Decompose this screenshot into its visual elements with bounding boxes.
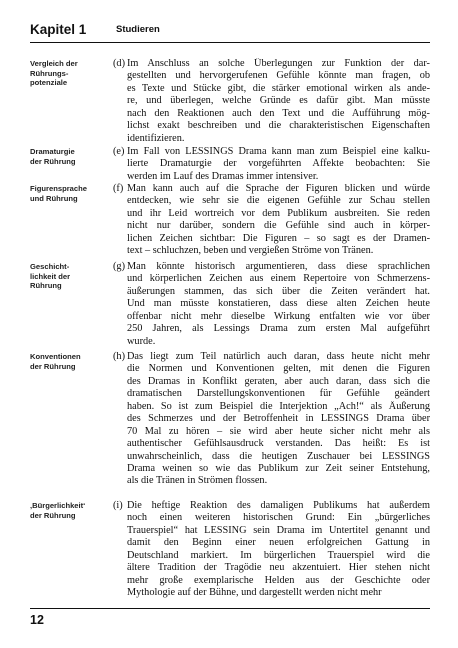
text-line: äußerungen stammen, das sich über die Zeiten verändert hat. — [127, 285, 430, 297]
header-rule — [30, 42, 430, 43]
text-line: dramatischen Darstellungskonventionen für Gefühle geändert — [127, 388, 430, 400]
margin-note-line: Geschicht- — [30, 262, 70, 271]
text-line: und ihr Leid wortreich vor dem Publikum ausbreiten. Sie reden — [127, 207, 430, 219]
paragraph-marker: (d) — [113, 58, 126, 69]
paragraph — [113, 58, 430, 145]
margin-note — [30, 352, 110, 371]
text-line: (i) Die heftige Reaktion des damaligen Publikums hat außerdem — [113, 500, 430, 511]
text-line: (g) Man könnte historisch argumentieren, dass diese sprachlichen — [113, 261, 430, 272]
text-line: Trauerspiel“ hat LESSING sein Drama im Untertitel genannt und — [127, 524, 430, 536]
margin-note-line: der Rührung — [30, 156, 76, 166]
margin-note-line: ‚Bürgerlichkeit‘ — [30, 501, 86, 510]
paragraph-marker: (e) — [113, 146, 125, 157]
section-title: Studieren — [116, 24, 160, 35]
paragraph-marker: (i) — [113, 500, 123, 511]
text-line: es Texte und Stücke gibt, die stärker emotional wirken als ande- — [127, 82, 430, 94]
paragraph-marker: (h) — [113, 351, 126, 362]
margin-note-line: Dramaturgie — [30, 147, 75, 156]
page-number: 12 — [30, 613, 44, 627]
margin-note-line: lichkeit der — [30, 271, 71, 281]
text-line: werden im Lauf des Dramas immer intensiver. — [127, 170, 319, 182]
text-line: Und man müsste konstatieren, dass diese alten Zeichen heute — [127, 298, 430, 310]
text-line: lichst exakt beschreiben und die charakteristischen Eigenschaften — [127, 120, 430, 132]
paragraph — [113, 500, 430, 600]
text-line: nicht nur darüber, sondern die Gefühle sind auch in körper- — [127, 220, 430, 232]
text-line: identifizieren. — [127, 132, 185, 144]
paragraph — [113, 183, 430, 258]
margin-note-line: der Rührung — [30, 510, 76, 520]
paragraph — [113, 351, 430, 488]
text-line: des Dramas in Konflikt geraten, aber auch daran, dass sich die — [127, 375, 430, 387]
margin-note — [30, 262, 110, 291]
text-line: nach den Reaktionen auch den Text und die Aufführung mög- — [127, 107, 430, 119]
text-line: Mythologie auf der Bühne, und dargestellt werden nicht mehr — [127, 587, 382, 599]
text-line: authentischer Gefühlsausdruck verstanden. Das heißt: Es ist — [127, 438, 430, 450]
text-line: mehr große exemplarische Helden aus der Geschichte oder — [127, 574, 430, 586]
margin-note — [30, 184, 110, 203]
margin-note — [30, 147, 110, 166]
running-header — [30, 22, 430, 40]
text-line: (d) Im Anschluss an solche Überlegungen zur Funktion der dar- — [113, 58, 430, 69]
margin-note-line: Konventionen — [30, 352, 81, 361]
text-line: lichen Zeichen sichtbar: Die Figuren – so sagt es der Dramen- — [127, 232, 430, 244]
text-line: 250 Jahren, als Lessings Drama zum ersten Mal aufgeführt — [127, 323, 430, 335]
text-line: die Normen und Konventionen gelten, mit denen die Figuren — [127, 363, 430, 375]
text-line: wurde. — [127, 335, 156, 347]
margin-note-line: potenziale — [30, 78, 68, 88]
text-line: text – schluchzen, beben und vergießen Ströme von Tränen. — [127, 245, 374, 257]
text-line: damit den Beginn einer neuen erfolgreichen Gattung in — [127, 537, 430, 549]
text-line: re, und überlegen, welche Gründe es dafür gibt. Man müsste — [127, 95, 430, 107]
text-line: (e) Im Fall von LESSINGS Drama kann man zum Beispiel eine kalku- — [113, 146, 430, 157]
margin-note-line: und Rührung — [30, 193, 78, 203]
paragraph — [113, 261, 430, 348]
text-line: noch einen weiteren historischen Grund: Ein „bürgerliches — [127, 512, 430, 524]
text-line: lierte Dramaturgie der vorgeführten Affekte beobachten: Sie — [127, 158, 430, 170]
text-line: Drama weinen so wie das Publikum zur Zeit seiner Entstehung, — [127, 462, 430, 474]
margin-note-line: Rührungs- — [30, 68, 69, 78]
chapter-title: Kapitel 1 — [30, 22, 87, 37]
margin-note-line: Rührung — [30, 281, 62, 291]
paragraph — [113, 146, 430, 183]
text-line: entdecken, wie sehr sie die eigenen Gefühle zur Schau stellen — [127, 195, 430, 207]
text-line: unwahrscheinlich, dass die heutigen Zuschauer bei LESSINGS — [127, 450, 430, 462]
margin-note-line: Figurensprache — [30, 184, 87, 193]
text-line: als die Tränen in Strömen flossen. — [127, 475, 268, 487]
text-line: und körperlichen Zeichen aus einem Repertoire von Schmerzens- — [127, 273, 430, 285]
text-line: Deutschland markiert. Im bürgerlichen Trauerspiel wird die — [127, 549, 430, 561]
margin-note-line: der Rührung — [30, 361, 76, 371]
margin-note — [30, 59, 110, 88]
text-line: ältere Tradition der Tragödie neu akzentuiert. Hier stehen nicht — [127, 562, 430, 574]
text-line: des Schmerzes und der Betroffenheit in LESSINGS Drama über — [127, 413, 430, 425]
text-line: (h) Das liegt zum Teil natürlich auch daran, dass heute nicht mehr — [113, 351, 430, 362]
text-line: haben. So ist zum Beispiel die Interjektion „Ach!“ als Äußerung — [127, 400, 430, 412]
margin-note-line: Vergleich der — [30, 59, 78, 68]
footer-rule — [30, 608, 430, 609]
paragraph-marker: (f) — [113, 183, 124, 194]
text-line: 70 Mal zu hören – sie wird aber heute sicher nicht mehr als — [127, 425, 430, 437]
text-line: offenbar nicht mehr dieselbe Wirkung entfalten wie vor über — [127, 310, 430, 322]
text-line: (f) Man kann auch auf die Sprache der Figuren blicken und würde — [113, 183, 430, 194]
paragraph-marker: (g) — [113, 261, 126, 272]
margin-note — [30, 501, 110, 520]
text-line: gestellten und hervorgerufenen Gefühle könnte man fragen, ob — [127, 70, 430, 82]
